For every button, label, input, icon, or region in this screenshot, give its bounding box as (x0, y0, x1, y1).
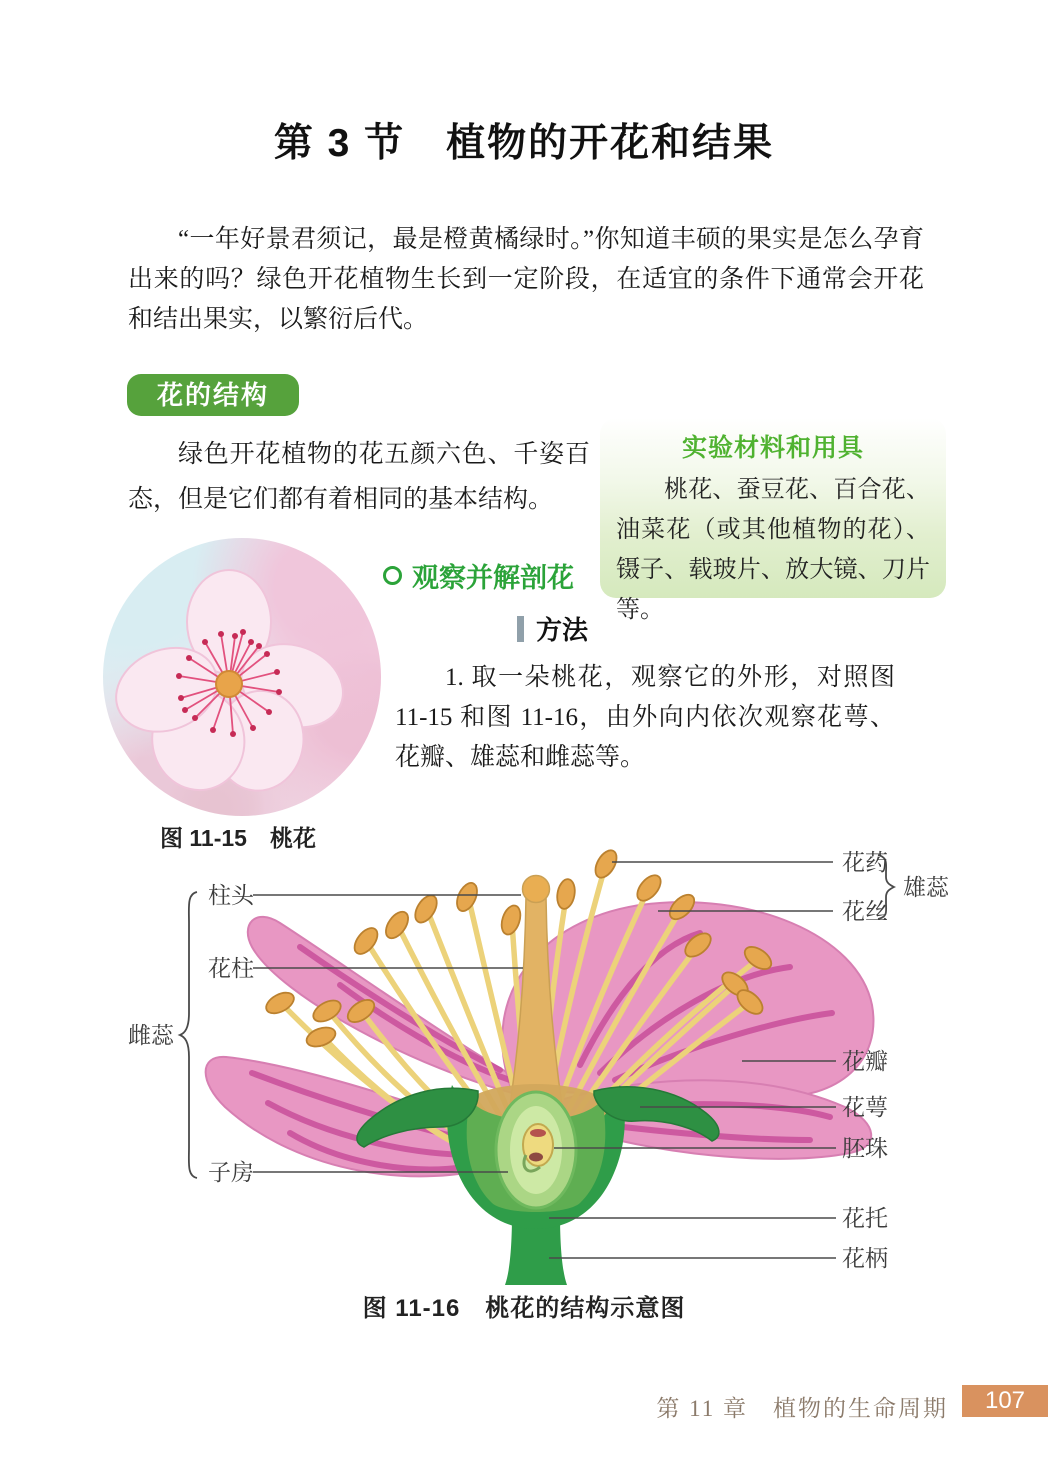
label-ovary: 子房 (208, 1159, 254, 1185)
pistil-brace (180, 892, 197, 1178)
intro-paragraph: “一年好景君须记，最是橙黄橘绿时。”你知道丰硕的果实是怎么孕育出来的吗？绿色开花植物生长到一定阶段，在适宜的条件下通常会开花和结出果实，以繁衍后代。 (128, 226, 924, 333)
peach-blossom-photo (103, 538, 381, 816)
label-stamen: 雄蕊 (903, 874, 949, 900)
page-number-tab: 107 (962, 1385, 1048, 1417)
activity-heading: 观察并解剖花 (412, 563, 574, 593)
label-style: 花柱 (208, 955, 254, 981)
method-bar-icon (517, 616, 524, 642)
label-ovule: 胚珠 (842, 1135, 888, 1161)
page-title: 第 3 节 植物的开花和结果 (273, 122, 775, 165)
method-label: 方法 (536, 615, 589, 645)
stigma-knob (523, 876, 550, 903)
label-anther: 花药 (842, 849, 888, 875)
method-step-1: 1. 取一朵桃花，观察它的外形，对照图 11-15 和图 11-16，由外向内依次观察花萼、花瓣、雄蕊和雌蕊等。 (395, 664, 895, 771)
label-pistil: 雌蕊 (128, 1022, 174, 1048)
blossom-illustration (103, 538, 381, 816)
label-stigma: 柱头 (208, 882, 254, 908)
activity-heading-row (383, 556, 931, 595)
label-filament: 花丝 (842, 898, 888, 924)
figure-15-caption: 图 11-15 桃花 (160, 825, 316, 851)
experiment-box-title: 实验材料和用具 (681, 434, 864, 462)
label-petal: 花瓣 (842, 1048, 888, 1074)
label-sepal: 花萼 (842, 1094, 888, 1120)
figure-16-caption: 图 11-16 桃花的结构示意图 (362, 1295, 686, 1322)
section-badge: 花的结构 (127, 374, 299, 416)
flower-structure-diagram (0, 845, 1048, 1285)
section-paragraph: 绿色开花植物的花五颜六色、千姿百态，但是它们都有着相同的基本结构。 (128, 441, 590, 513)
footer-chapter: 第 11 章 植物的生命周期 (656, 1396, 948, 1421)
label-receptacle: 花托 (842, 1205, 888, 1231)
method-heading-row (517, 610, 931, 647)
activity-section (383, 556, 931, 778)
experiment-box-body: 桃花、蚕豆花、百合花、油菜花（或其他植物的花）、镊子、载玻片、放大镜、刀片等。 (616, 477, 930, 623)
activity-ring-icon (383, 566, 402, 585)
label-pedicel: 花柄 (842, 1245, 888, 1271)
